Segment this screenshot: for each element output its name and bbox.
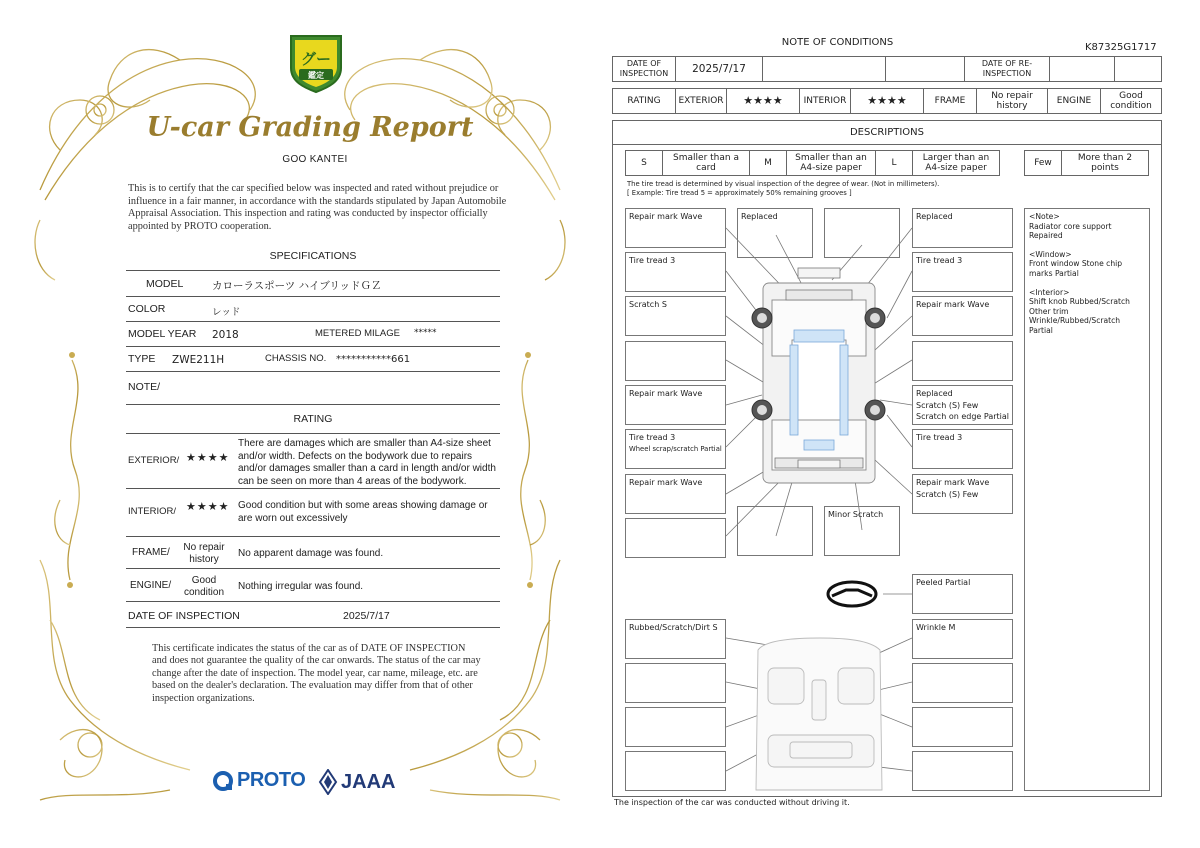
engine-rating-label: ENGINE/ (130, 580, 172, 591)
divider (126, 371, 500, 372)
color-label: COLOR (128, 303, 166, 315)
rating-label: RATING (612, 88, 676, 114)
legend-l-text: Larger than an A4-size paper (912, 150, 1000, 176)
damage-box-left-front-door (625, 341, 726, 381)
divider (126, 346, 500, 347)
legend-few-text: More than 2 points (1061, 150, 1149, 176)
interior-box-right-3 (912, 707, 1013, 747)
exterior-rating-description: There are damages which are smaller than A4-size sheet and/or width. Defects on the bodywork due to repairs and/or damages smaller than a card in length and/or width can be seen on more than 4 areas of the bodywork. (238, 438, 496, 487)
damage-box-rear-left (625, 518, 726, 558)
interior-box-left-2 (625, 663, 726, 703)
model-value: カローラスポーツ ハイブリッドＧＺ (212, 280, 382, 292)
model-year-value: 2018 (212, 329, 239, 341)
damage-box-rear-bumper: Minor Scratch (824, 506, 900, 556)
interior-box-left-3 (625, 707, 726, 747)
date-of-reinspection-label: DATE OF RE-INSPECTION (964, 56, 1050, 82)
proto-logo-text: PROTO (237, 769, 306, 791)
damage-box-right-front-tire: Tire tread 3 (912, 252, 1013, 292)
legend-l-code: L (875, 150, 913, 176)
metered-milage-value: ***** (414, 328, 437, 338)
certificate-subtitle: GOO KANTEI (282, 154, 348, 165)
jaaa-logo-text: JAAA (341, 770, 396, 793)
steering-wheel-icon (828, 582, 876, 606)
certificate-intro-text: This is to certify that the car specified below was inspected and rated without prejudice or influence in a fair manner, in accordance with the standards stipulated by Japan Automobile Appraisal Association. This inspection and rating was conducted by inspector officially appointed by PROTO cooperation. (128, 183, 507, 232)
damage-text: Replaced (916, 389, 953, 398)
divider (126, 627, 500, 628)
interior-box-right-2 (912, 663, 1013, 703)
frame-label: FRAME (923, 88, 977, 114)
damage-box-left-front-tire: Tire tread 3 (625, 252, 726, 292)
certificate-title (145, 102, 475, 150)
jaaa-mark-icon (318, 769, 338, 795)
engine-rating-description: Nothing irregular was found. (238, 581, 364, 592)
proto-logo (212, 769, 305, 792)
damage-text: Tire tread 3 (629, 433, 676, 442)
damage-box-left-rear-door: Repair mark Wave (625, 385, 726, 425)
interior-section-text: Other trim Wrinkle/Rubbed/Scratch Partial (1029, 306, 1121, 335)
interior-box-front-right: Wrinkle M (912, 619, 1013, 659)
note-section-heading: <Note> (1029, 212, 1060, 221)
note-label: NOTE/ (128, 381, 161, 393)
divider (126, 433, 500, 434)
window-section-text: Front window Stone chip marks Partial (1029, 259, 1123, 278)
type-value: ZWE211H (172, 354, 225, 366)
divider (126, 536, 500, 537)
engine-label: ENGINE (1047, 88, 1101, 114)
damage-text: Scratch (S) Few (916, 489, 979, 499)
interior-section-heading: <Interior> (1029, 287, 1070, 297)
note-code: K87325G1717 (1085, 42, 1157, 53)
note-section-text: Radiator core support Repaired (1029, 221, 1112, 241)
model-label: MODEL (146, 278, 184, 290)
divider (126, 488, 500, 489)
note-footer: The inspection of the car was conducted without driving it. (614, 798, 850, 807)
damage-box-right-front-door (912, 341, 1013, 381)
date-of-inspection-value: 2025/7/17 (675, 56, 763, 82)
color-value: レッド (212, 307, 241, 318)
damage-box-front-right: Replaced (912, 208, 1013, 248)
interior-rating-stars: ★★★★ (186, 500, 230, 513)
interior-box-right-4 (912, 751, 1013, 791)
svg-text:U-car Grading Report: U-car Grading Report (146, 112, 474, 143)
exterior-rating-stars: ★★★★ (186, 451, 230, 464)
date-of-inspection-label: DATE OF INSPECTION (128, 610, 240, 622)
damage-box-steering-wheel: Peeled Partial (912, 574, 1013, 614)
date-of-inspection-value: 2025/7/17 (343, 610, 390, 622)
legend-few-code: Few (1024, 150, 1062, 176)
engine-value: Good condition (1100, 88, 1162, 114)
rating-heading: RATING (293, 413, 333, 425)
damage-box-right-rear-door (912, 385, 1013, 425)
legend-m-code: M (749, 150, 787, 176)
specifications-heading: SPECIFICATIONS (269, 250, 357, 262)
frame-rating-value: No repair history (183, 542, 225, 565)
damage-box-left-rear-tire (625, 429, 726, 469)
legend-s-code: S (625, 150, 663, 176)
date-of-inspection-label: DATE OF INSPECTION (612, 56, 676, 82)
descriptions-heading: DESCRIPTIONS (612, 120, 1162, 145)
damage-text: Wheel scrap/scratch Partial (629, 444, 722, 453)
chassis-no-label: CHASSIS NO. (265, 353, 327, 364)
damage-box-hood (824, 208, 900, 258)
tire-tread-note: The tire tread is determined by visual inspection of the degree of wear. (Not in millimeters). (627, 180, 940, 188)
certificate-disclaimer: This certificate indicates the status of the car as of DATE OF INSPECTION and does not guarantee the quality of the car onwards. The status of the car may change after the date of inspection. The model year, car name, mileage, etc. are based on the dealer's declaration. The evaluation may differ from that of other inspection organizations. (152, 643, 481, 704)
frame-rating-label: FRAME/ (132, 547, 170, 558)
damage-box-left-rear-quarter: Repair mark Wave (625, 474, 726, 514)
interior-box-front-left: Rubbed/Scratch/Dirt S (625, 619, 726, 659)
divider (126, 601, 500, 602)
interior-box-left-4 (625, 751, 726, 791)
tire-tread-example: [ Example: Tire tread 5 = approximately 50% remaining grooves ] (627, 189, 852, 197)
exterior-stars: ★★★★ (726, 88, 800, 114)
frame-value: No repair history (976, 88, 1048, 114)
svg-text:グー: グー (300, 50, 332, 68)
interior-rating-label: INTERIOR/ (128, 506, 177, 517)
damage-box-left-front-fender: Scratch S (625, 296, 726, 336)
exterior-rating-label: EXTERIOR/ (128, 455, 180, 466)
damage-box-right-rear-tire: Tire tread 3 (912, 429, 1013, 469)
damage-text: Scratch (S) Few (916, 400, 979, 410)
metered-milage-label: METERED MILAGE (315, 328, 400, 339)
damage-text: Repair mark Wave (916, 478, 990, 487)
damage-box-right-rear-quarter (912, 474, 1013, 514)
exterior-label: EXTERIOR (675, 88, 727, 114)
type-label: TYPE (128, 353, 156, 365)
condition-notes-panel (1024, 208, 1150, 791)
damage-text: Scratch on edge Partial (916, 412, 1010, 421)
divider (126, 270, 500, 271)
svg-text:鑑定: 鑑定 (308, 71, 324, 80)
damage-box-front-bumper: Replaced (737, 208, 813, 258)
window-section-heading: <Window> (1029, 249, 1072, 259)
note-title: NOTE OF CONDITIONS (781, 37, 894, 48)
legend-s-text: Smaller than a card (662, 150, 750, 176)
chassis-no-value: ***********661 (336, 354, 411, 365)
interior-label: INTERIOR (799, 88, 851, 114)
legend-m-text: Smaller than an A4-size paper (786, 150, 876, 176)
frame-rating-description: No apparent damage was found. (238, 548, 384, 559)
interior-stars: ★★★★ (850, 88, 924, 114)
note-of-conditions-sheet (600, 0, 1200, 848)
proto-mark-icon (212, 770, 234, 792)
engine-rating-value: Good condition (183, 575, 225, 598)
damage-box-trunk (737, 506, 813, 556)
damage-box-front-left: Repair mark Wave (625, 208, 726, 248)
interior-section-text: Shift knob Rubbed/Scratch (1029, 297, 1130, 307)
model-year-label: MODEL YEAR (128, 328, 197, 340)
damage-box-right-front-fender: Repair mark Wave (912, 296, 1013, 336)
jaaa-logo (318, 769, 395, 795)
goo-kantei-badge-logo (287, 32, 345, 94)
divider (126, 321, 500, 322)
interior-rating-description: Good condition but with some areas showing damage or are worn out excessively (238, 500, 488, 524)
divider (126, 296, 500, 297)
divider (126, 568, 500, 569)
divider (126, 404, 500, 405)
